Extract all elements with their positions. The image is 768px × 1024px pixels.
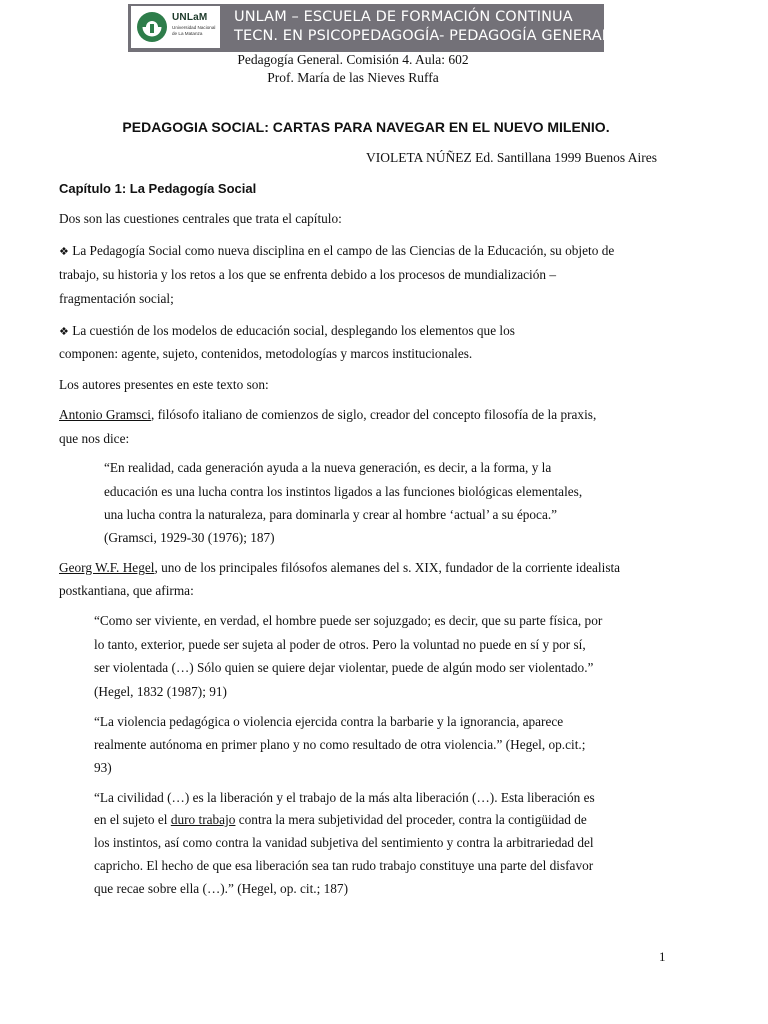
author-name: Antonio Gramsci (59, 407, 151, 422)
quote-text: en el sujeto el (94, 812, 171, 827)
quote-line: “En realidad, cada generación ayuda a la nueva generación, es decir, a la forma, y la (104, 460, 552, 475)
bullet-icon: ❖ (59, 245, 69, 258)
header-banner (128, 4, 610, 52)
author-description: postkantiana, que afirma: (59, 583, 194, 598)
bullet-text: trabajo, su historia y los retos a los que se enfrenta debido a los procesos de mundialización – (59, 267, 557, 282)
bullet-text: La cuestión de los modelos de educación social, desplegando los elementos que los (72, 323, 515, 338)
quote-line: realmente autónoma en primer plano y no como resultado de otra violencia.” (Hegel, op.cit.; (94, 737, 586, 752)
quote-citation: (Hegel, 1832 (1987); 91) (94, 684, 227, 699)
author-paragraph (59, 560, 620, 576)
document-source: VIOLETA NÚÑEZ Ed. Santillana 1999 Buenos Aires (365, 150, 657, 165)
course-info: Pedagogía General. Comisión 4. Aula: 602 (237, 52, 469, 67)
page-number: 1 (659, 949, 666, 964)
quote-line (94, 812, 587, 828)
quote-citation: 93) (94, 760, 112, 775)
quote-citation: que recae sobre ella (…).” (Hegel, op. cit.; 187) (94, 881, 349, 896)
logo-name: UNLaM (172, 12, 208, 23)
bullet-item (59, 243, 614, 259)
underlined-phrase: duro trabajo (170, 812, 236, 827)
header-line-2: TECN. EN PSICOPEDAGOGÍA- PEDAGOGÍA GENERAL (234, 28, 610, 44)
quote-text: contra la mera subjetividad del proceder, contra la contigüidad de (235, 812, 587, 827)
quote-line: una lucha contra la naturaleza, para dominarla y crear al hombre ‘actual’ a su época.” (104, 507, 558, 522)
quote-citation: (Gramsci, 1929-30 (1976); 187) (104, 530, 275, 545)
quote-line: educación es una lucha contra los instintos ligados a las funciones biológicas elementales, (104, 484, 583, 499)
author-description: , uno de los principales filósofos alemanes del s. XIX, fundador de la corriente idealista (154, 560, 621, 575)
bullet-icon: ❖ (59, 325, 69, 338)
university-logo (131, 6, 220, 48)
unlam-logo-icon (135, 10, 169, 44)
author-paragraph (59, 407, 596, 423)
quote-line: ser violentada (…) Sólo quien se quiere dejar violentar, puede de algún modo ser violentado.” (94, 660, 594, 675)
bullet-text: componen: agente, sujeto, contenidos, metodologías y marcos institucionales. (59, 346, 473, 361)
author-description: que nos dice: (59, 431, 130, 446)
chapter-heading: Capítulo 1: La Pedagogía Social (59, 181, 257, 196)
bullet-item (59, 323, 515, 339)
professor-name: Prof. María de las Nieves Ruffa (267, 70, 439, 85)
authors-intro: Los autores presentes en este texto son: (59, 377, 269, 392)
bullet-text: La Pedagogía Social como nueva disciplina en el campo de las Ciencias de la Educación, su objeto de (72, 243, 615, 258)
quote-line: los instintos, así como contra la vanidad subjetiva del sentimiento y contra la arbitrariedad del (94, 835, 594, 850)
document-title: PEDAGOGIA SOCIAL: CARTAS PARA NAVEGAR EN EL NUEVO MILENIO. (122, 119, 610, 135)
author-description: , filósofo italiano de comienzos de siglo, creador del concepto filosofía de la praxis, (150, 407, 597, 422)
quote-line: “La civilidad (…) es la liberación y el trabajo de la más alta liberación (…). Esta liberación es (94, 790, 595, 805)
logo-subtitle: Universidad Nacional de La Matanza (172, 25, 216, 36)
intro-text: Dos son las cuestiones centrales que trata el capítulo: (59, 211, 342, 226)
author-name: Georg W.F. Hegel (59, 560, 155, 575)
quote-line: capricho. El hecho de que esa liberación sea tan rudo trabajo constituye una parte del disfavor (94, 858, 594, 873)
quote-line: “La violencia pedagógica o violencia ejercida contra la barbarie y la ignorancia, aparece (94, 714, 564, 729)
quote-line: lo tanto, exterior, puede ser sujeta al poder de otros. Pero la voluntad no puede en sí y por sí, (94, 637, 586, 652)
header-line-1: UNLAM – ESCUELA DE FORMACIÓN CONTINUA (234, 9, 573, 25)
bullet-text: fragmentación social; (59, 291, 174, 306)
quote-line: “Como ser viviente, en verdad, el hombre puede ser sojuzgado; es decir, que su parte física, por (94, 613, 603, 628)
